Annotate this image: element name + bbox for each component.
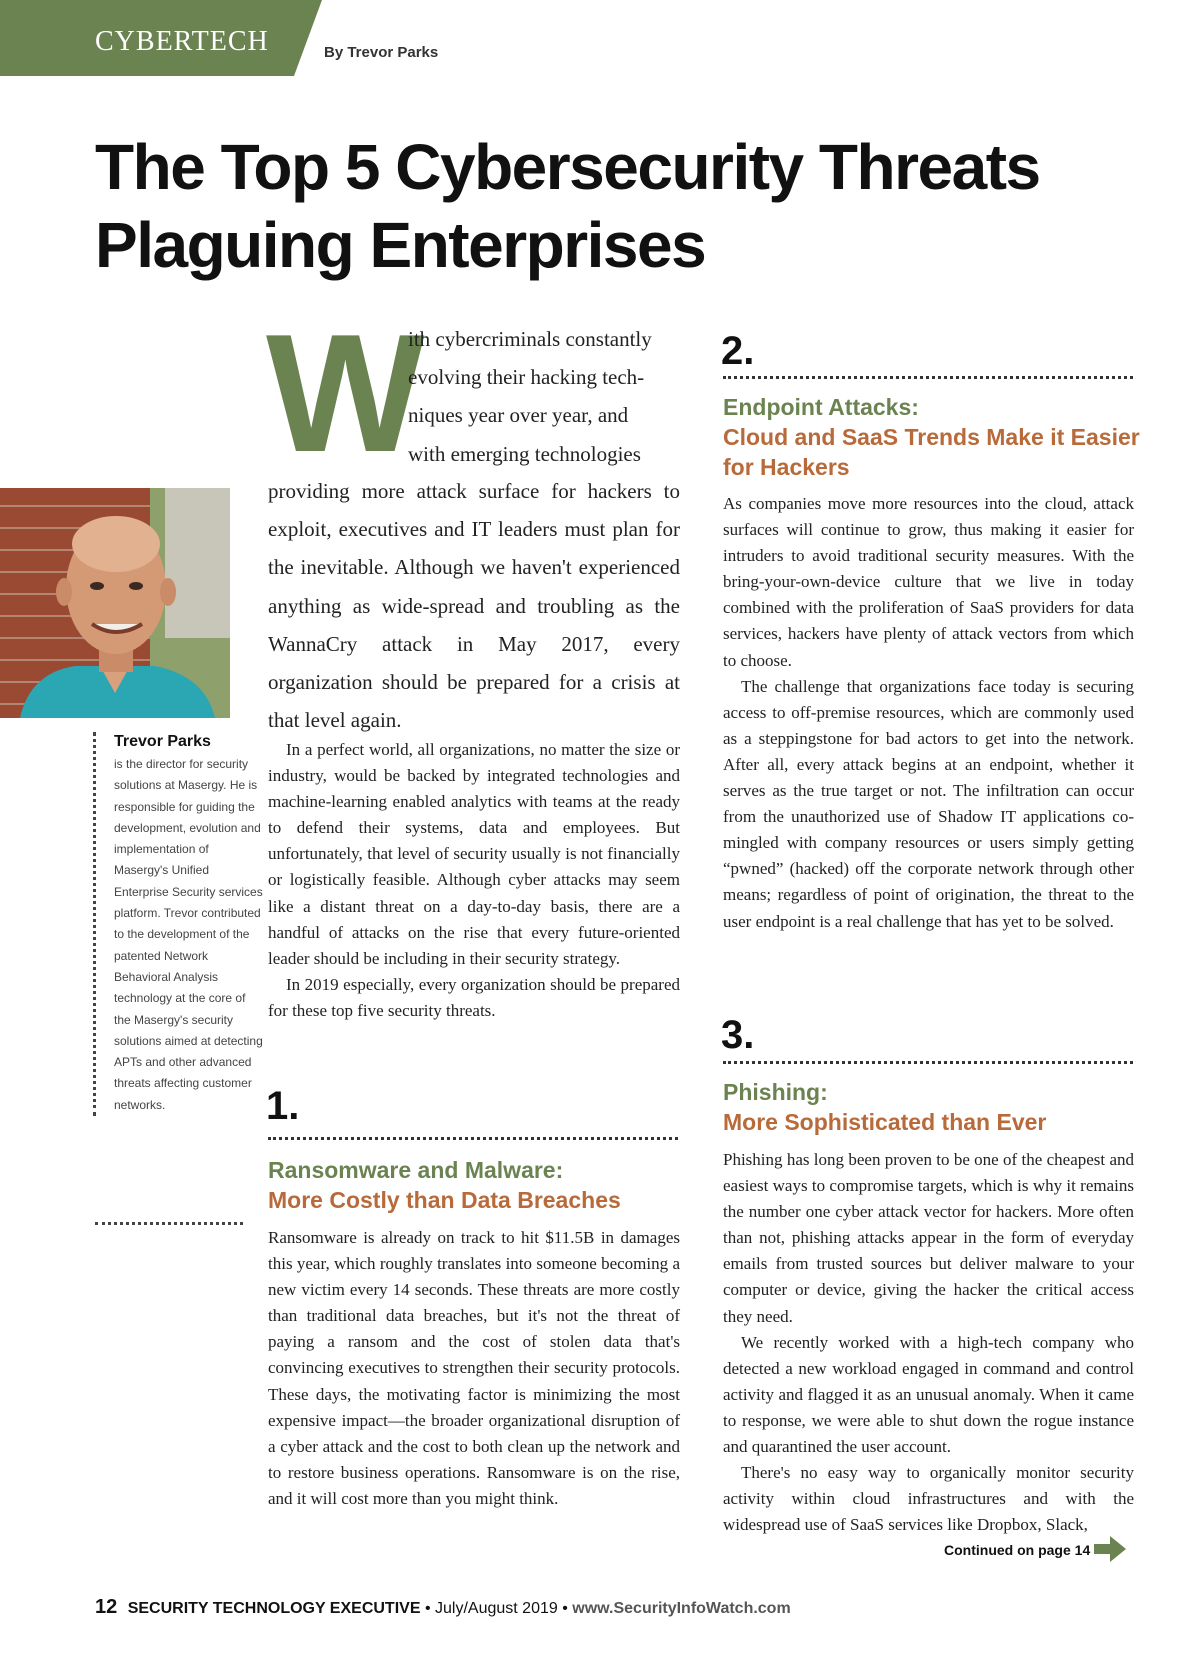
- website-url: www.SecurityInfoWatch.com: [572, 1600, 791, 1617]
- section-label: CYBERTECH: [95, 26, 269, 57]
- bio-divider: [95, 1222, 243, 1225]
- section-1-heading-orange: More Costly than Data Breaches: [268, 1187, 621, 1213]
- continued-note: Continued on page 14: [944, 1542, 1091, 1558]
- section-1-rule: [268, 1137, 678, 1140]
- arrow-right-icon: [1094, 1536, 1126, 1562]
- intro-line-2: evolving their hacking tech-: [408, 365, 645, 390]
- section-3-number: 3.: [721, 1013, 755, 1057]
- section-3-heading: [723, 1077, 1143, 1137]
- author-name: Trevor Parks: [114, 733, 211, 750]
- section-2-heading: [723, 392, 1143, 482]
- author-portrait-illustration: [0, 488, 230, 718]
- section-2-heading-orange: Cloud and SaaS Trends Make it Easier for Hackers: [723, 424, 1140, 480]
- drop-cap: W: [266, 299, 425, 487]
- title-line-2: Plaguing Enterprises: [95, 209, 706, 281]
- intro-line-3: niques year over year, and: [408, 403, 629, 428]
- author-bio-text: is the director for security solutions at Masergy. He is responsible for guiding the development, evolution and implementation of Masergy's Unified Enterprise Security services platform. Trevor contributed to the development of the patented Network Behavioral Analysis technology at the core of the Masergy's security solutions aimed at detecting APTs and other advanced threats affecting customer networks.: [114, 757, 263, 1112]
- title-line-1: The Top 5 Cybersecurity Threats: [95, 131, 1040, 203]
- section-2-body: [723, 491, 1134, 935]
- section-1-paragraph-1: Ransomware is already on track to hit $11.5B in damages this year, which roughly translates into someone becoming a new victim every 14 seconds. These threats are more costly than traditional data breaches, but it's not the threat of paying a ransom and the cost of stolen data that's convincing executives to strengthen their security protocols. These days, the motivating factor is minimizing the most expensive impact—the broader organizational disruption of a cyber attack and the cost to both clean up the network and to restore business operations. Ransomware is on the rise, and it will cost more than you might think.: [268, 1228, 680, 1508]
- author-bio: [93, 732, 264, 1116]
- section-3-body: [723, 1147, 1134, 1538]
- section-3-paragraph-2: We recently worked with a high-tech company who detected a new workload engaged in command and control activity and flagged it as an unusual anomaly. When it came to response, we were able to shut down the rogue instance and quarantined the user account.: [723, 1332, 1134, 1457]
- issue-date: July/August 2019: [435, 1600, 558, 1617]
- section-2-paragraph-2: The challenge that organizations face today is securing access to off-premise resources, which are commonly used as a steppingstone for bad actors to get into the network. After all, every attack begins at an endpoint, whether it serves as the true target or not. The infiltration can occur from the unauthorized use of Shadow IT applications co-mingled with company resources or users simply getting “pwned” (hacked) off the corporate network through other means; regardless of point of origination, the threat to the user endpoint is a real challenge that has yet to be solved.: [723, 676, 1134, 931]
- intro-paragraphs: [268, 737, 680, 1024]
- section-1-number: 1.: [266, 1084, 300, 1128]
- page-number: 12: [95, 1596, 118, 1618]
- magazine-name: SECURITY TECHNOLOGY EXECUTIVE: [127, 1600, 421, 1617]
- section-3-heading-green: Phishing:: [723, 1079, 828, 1105]
- footer-separator-2: •: [562, 1600, 568, 1617]
- section-3-paragraph-1: Phishing has long been proven to be one of the cheapest and easiest ways to compromise targets, which is why it remains the number one cyber attack vector for hackers. More often than not, phishing attacks appear in the form of everyday emails from trusted sources but deliver malware to your computer or device, giving the hacker the critical access they need.: [723, 1150, 1134, 1326]
- section-1-heading: [268, 1155, 688, 1215]
- intro-lead: [408, 320, 680, 473]
- section-3-paragraph-3: There's no easy way to organically monitor security activity within cloud infrastructures and with the widespread use of SaaS services like Dropbox, Slack,: [723, 1463, 1134, 1535]
- article-title: [95, 128, 1155, 284]
- section-1-body: [268, 1225, 680, 1512]
- intro-paragraph-1: In a perfect world, all organizations, no matter the size or industry, would be backed by integrated technologies and machine-learning enabled analytics with teams at the ready to defend their systems, data and employees. But unfortunately, that level of security usually is not financially or logistically feasible. Although cyber attacks may seem like a distant threat on a day-to-day basis, there are a handful of attacks on the rise that every future-oriented leader should be including in their security strategy.: [268, 740, 680, 968]
- page-footer: [95, 1596, 791, 1619]
- section-3-rule: [723, 1061, 1133, 1064]
- intro-line-4: with emerging technologies: [408, 441, 641, 466]
- intro-paragraph-2: In 2019 especially, every organization should be prepared for these top five security threats.: [268, 974, 680, 1020]
- section-2-heading-green: Endpoint Attacks:: [723, 394, 919, 420]
- section-2-rule: [723, 376, 1133, 379]
- author-photo: [0, 488, 230, 718]
- byline: By Trevor Parks: [324, 44, 439, 61]
- section-3-heading-orange: More Sophisticated than Ever: [723, 1109, 1047, 1135]
- intro-rest: providing more attack surface for hackers to exploit, executives and IT leaders must plan for the inevitable. Although we haven't experienced anything as wide-spread and troubling as the WannaCry attack in May 2017, every organization should be prepared for a crisis at that level again.: [268, 479, 680, 733]
- section-2-number: 2.: [721, 329, 755, 373]
- section-2-paragraph-1: As companies move more resources into the cloud, attack surfaces will continue to grow, thus making it easier for intruders to avoid traditional security measures. With the bring-your-own-device culture that we live in today combined with the proliferation of SaaS providers for data services, hackers have plenty of attack vectors from which to choose.: [723, 494, 1134, 670]
- footer-separator-1: •: [424, 1600, 431, 1617]
- section-1-heading-green: Ransomware and Malware:: [268, 1157, 564, 1183]
- intro-line-1: ith cybercriminals constantly: [408, 327, 652, 351]
